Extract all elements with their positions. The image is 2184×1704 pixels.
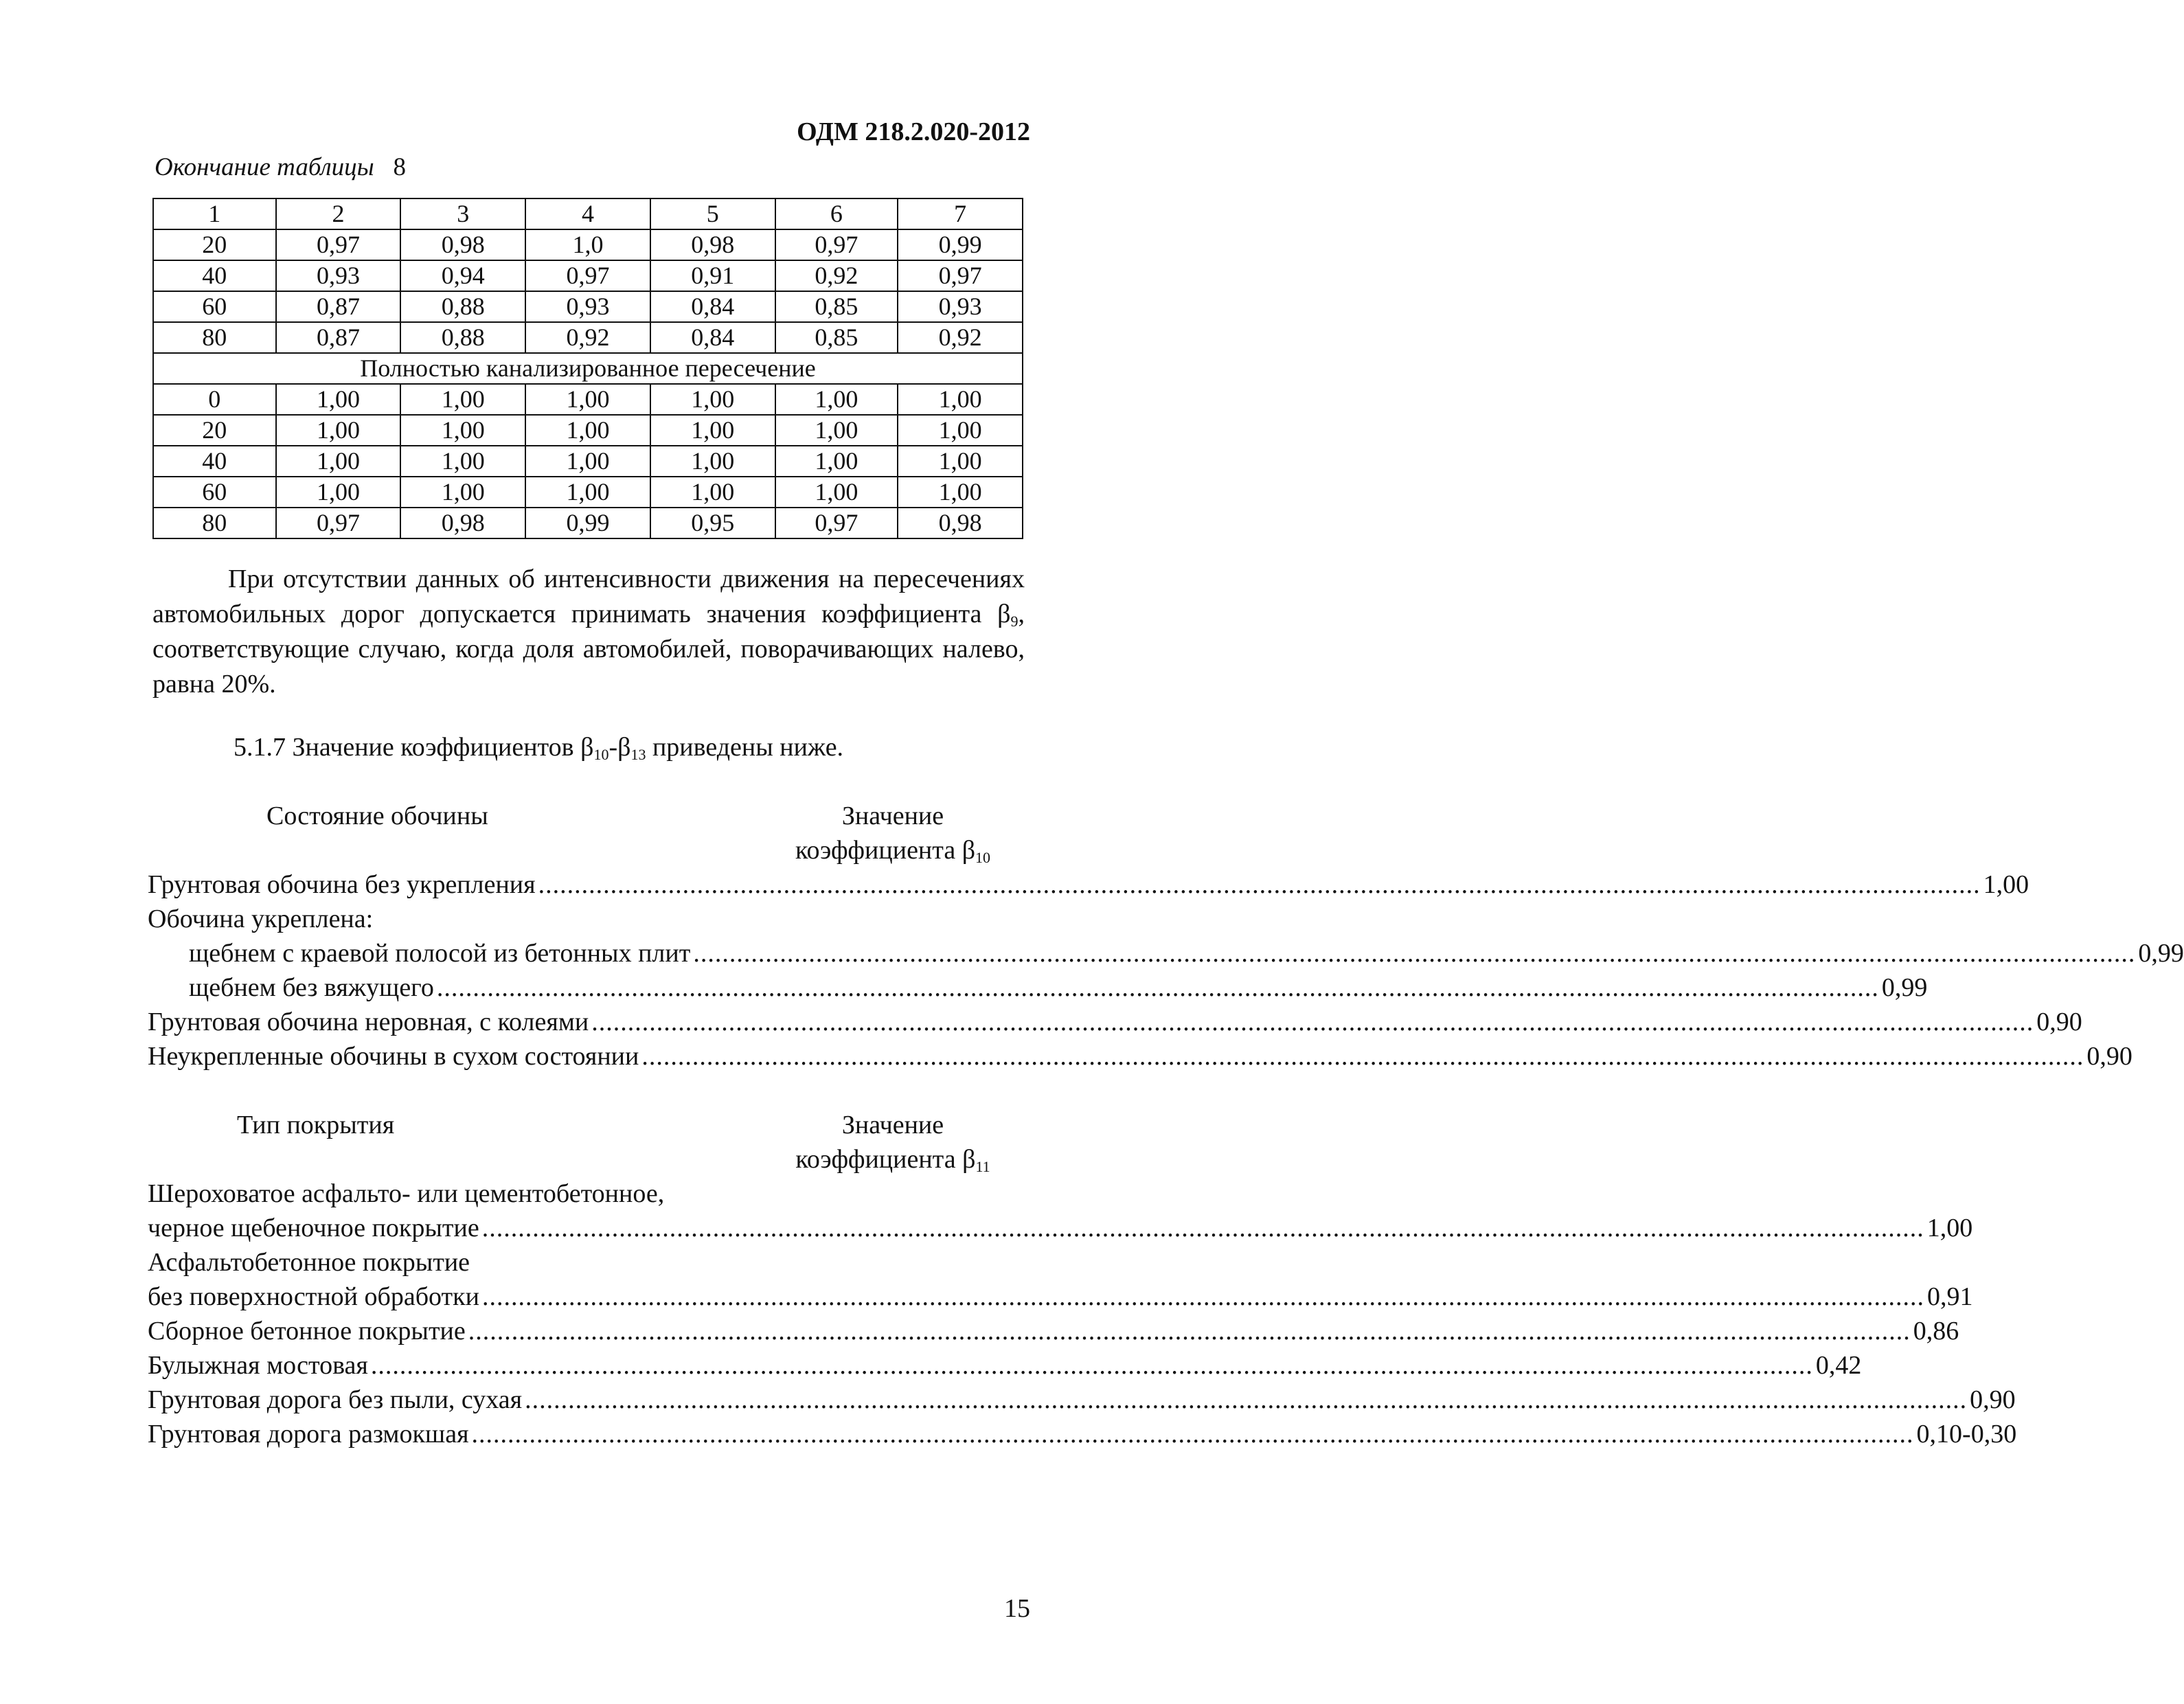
table-cell: 0,98 xyxy=(400,508,525,538)
table-cell: 0,97 xyxy=(276,229,401,260)
table-cell: 80 xyxy=(153,322,276,353)
table-cell: 0,88 xyxy=(400,322,525,353)
paragraph-default-values xyxy=(152,562,1025,702)
section-5-1-7 xyxy=(234,730,1023,764)
table-cell: 5 xyxy=(650,198,775,229)
table-cell: 2 xyxy=(276,198,401,229)
table-cell: 4 xyxy=(525,198,650,229)
table-body xyxy=(153,198,1023,538)
item-value: 0,86 xyxy=(1913,1317,1959,1345)
paragraph-text-2: , соответствующие случаю, когда доля автомобилей, поворачивающих налево, равна 20%. xyxy=(152,600,1025,698)
table-cell: 0,92 xyxy=(775,260,898,291)
dot-leader: ........................................................................................................................................................................................................ xyxy=(436,973,1879,1002)
table-cell: 0,97 xyxy=(898,260,1023,291)
dot-leader: ........................................................................................................................................................................................................ xyxy=(693,939,2136,968)
item-label: щебнем с краевой полосой из бетонных плит xyxy=(189,939,691,968)
item-label: Сборное бетонное покрытие xyxy=(148,1317,466,1345)
list-item xyxy=(148,1280,1973,1314)
table-cell: 0,98 xyxy=(650,229,775,260)
dot-leader: ........................................................................................................................................................................................................ xyxy=(641,1042,2084,1071)
document-code: ОДМ 218.2.020-2012 xyxy=(797,117,1030,146)
table-cell: 1,00 xyxy=(276,446,401,477)
table-cell: 0,88 xyxy=(400,291,525,322)
table-row xyxy=(153,291,1023,322)
table-row xyxy=(153,415,1023,446)
table-cell: 1,00 xyxy=(775,477,898,508)
table-cell: 1,00 xyxy=(276,415,401,446)
table-cell: 1,00 xyxy=(650,415,775,446)
list-item xyxy=(148,1348,1862,1383)
item-label: черное щебеночное покрытие xyxy=(148,1214,479,1242)
table-cell: 1,00 xyxy=(898,477,1023,508)
table-cell: 0,85 xyxy=(775,291,898,322)
dot-leader: ........................................................................................................................................................................................................ xyxy=(468,1317,1911,1345)
item-label: Грунтовая обочина без укрепления xyxy=(148,870,536,899)
table-cell: 0,94 xyxy=(400,260,525,291)
table-cell: 1,00 xyxy=(400,446,525,477)
table-cell: 1,00 xyxy=(775,384,898,415)
shoulder-list xyxy=(148,867,2184,1073)
table-cell: 1,00 xyxy=(525,415,650,446)
table-cell: 0,95 xyxy=(650,508,775,538)
list-item xyxy=(148,1177,972,1211)
surface-value-header-text: коэффициента β xyxy=(795,1145,976,1174)
item-label: щебнем без вяжущего xyxy=(189,973,434,1002)
paragraph-text-1: При отсутствии данных об интенсивности движения на пересечениях автомобильных дорог допускается принимать значения коэффициента β xyxy=(152,565,1025,628)
table-row xyxy=(153,322,1023,353)
list-item xyxy=(148,1005,2082,1039)
table-cell: 0 xyxy=(153,384,276,415)
table-cell: 80 xyxy=(153,508,276,538)
table-cell: 20 xyxy=(153,415,276,446)
table-row xyxy=(153,260,1023,291)
table-cell: 0,98 xyxy=(400,229,525,260)
item-value: 1,00 xyxy=(1983,870,2029,899)
table-cell: 20 xyxy=(153,229,276,260)
list-item xyxy=(148,936,2184,970)
dot-leader: ........................................................................................................................................................................................................ xyxy=(481,1282,1924,1311)
table-cell: 0,87 xyxy=(276,291,401,322)
table-cell: 0,93 xyxy=(276,260,401,291)
list-item xyxy=(148,902,972,936)
table-cell: 6 xyxy=(775,198,898,229)
list-item xyxy=(148,1245,972,1280)
table-cell: 1,00 xyxy=(400,415,525,446)
surface-value-header-line1: Значение xyxy=(841,1111,944,1139)
item-value: 0,99 xyxy=(2138,939,2184,968)
table-cell: 1,00 xyxy=(650,446,775,477)
item-label: Грунтовая дорога размокшая xyxy=(148,1420,469,1449)
table-header-row xyxy=(153,198,1023,229)
item-value: 0,99 xyxy=(1881,973,1928,1002)
table-cell: 1,00 xyxy=(276,384,401,415)
list-item xyxy=(148,1417,2017,1451)
shoulder-value-header-line2 xyxy=(769,833,1016,867)
shoulder-value-header-line1: Значение xyxy=(841,802,944,830)
table-cell: 0,93 xyxy=(898,291,1023,322)
item-value: 0,42 xyxy=(1815,1351,1862,1380)
table-cell: 60 xyxy=(153,291,276,322)
table-cell: 0,97 xyxy=(525,260,650,291)
table-cell: 1,00 xyxy=(650,477,775,508)
coefficient-table xyxy=(152,198,1023,539)
table-cell: 0,84 xyxy=(650,322,775,353)
item-label: Неукрепленные обочины в сухом состоянии xyxy=(148,1042,639,1071)
table-cell: 1,00 xyxy=(650,384,775,415)
item-value: 0,90 xyxy=(2086,1042,2132,1071)
table-row xyxy=(153,229,1023,260)
item-label: Грунтовая обочина неровная, с колеями xyxy=(148,1008,589,1036)
table-row xyxy=(153,508,1023,538)
table-cell: 0,92 xyxy=(525,322,650,353)
dot-leader: ........................................................................................................................................................................................................ xyxy=(471,1420,1914,1449)
table-cell: 3 xyxy=(400,198,525,229)
surface-value-header-line2 xyxy=(769,1142,1016,1177)
item-value: 1,00 xyxy=(1926,1214,1973,1242)
list-item xyxy=(148,970,1928,1005)
section-subscript-2: 13 xyxy=(630,746,646,763)
table-cell: 0,85 xyxy=(775,322,898,353)
table-cell: 0,98 xyxy=(898,508,1023,538)
surface-value-header xyxy=(769,1108,1016,1177)
table-cell: 0,97 xyxy=(775,229,898,260)
table-caption-number: 8 xyxy=(393,153,406,181)
dot-leader: ........................................................................................................................................................................................................ xyxy=(525,1385,1968,1414)
table-caption xyxy=(155,152,406,183)
list-item xyxy=(148,1383,2016,1417)
table-row xyxy=(153,384,1023,415)
list-item xyxy=(148,867,2029,902)
item-label: Булыжная мостовая xyxy=(148,1351,368,1380)
table-cell: 0,97 xyxy=(775,508,898,538)
surface-column-label: Тип покрытия xyxy=(237,1111,395,1139)
table-cell: 1,00 xyxy=(400,477,525,508)
shoulder-value-header-text: коэффициента β xyxy=(795,836,976,865)
table-section-title: Полностью канализированное пересечение xyxy=(153,353,1023,384)
dot-leader: ........................................................................................................................................................................................................ xyxy=(538,870,1981,899)
table-cell: 1,0 xyxy=(525,229,650,260)
table-cell: 0,99 xyxy=(898,229,1023,260)
table-cell: 7 xyxy=(898,198,1023,229)
item-label: Обочина укреплена: xyxy=(148,905,374,933)
shoulder-value-header-sub: 10 xyxy=(975,849,991,866)
dot-leader: ........................................................................................................................................................................................................ xyxy=(591,1008,2034,1036)
table-cell: 1,00 xyxy=(898,384,1023,415)
table-cell: 0,87 xyxy=(276,322,401,353)
table-cell: 60 xyxy=(153,477,276,508)
table-cell: 1,00 xyxy=(525,384,650,415)
table-cell: 0,92 xyxy=(898,322,1023,353)
table-cell: 0,91 xyxy=(650,260,775,291)
item-value: 0,90 xyxy=(1970,1385,2016,1414)
item-label: Шероховатое асфальто- или цементобетонное, xyxy=(148,1179,665,1208)
item-label: Асфальтобетонное покрытие xyxy=(148,1248,470,1277)
list-item xyxy=(148,1039,2132,1073)
list-item xyxy=(148,1211,1973,1245)
table-cell: 40 xyxy=(153,260,276,291)
table-row xyxy=(153,477,1023,508)
table-cell: 1,00 xyxy=(276,477,401,508)
item-label: Грунтовая дорога без пыли, сухая xyxy=(148,1385,523,1414)
table-section-row xyxy=(153,353,1023,384)
table-cell: 1 xyxy=(153,198,276,229)
table-cell: 0,93 xyxy=(525,291,650,322)
section-text-1: 5.1.7 Значение коэффициентов β xyxy=(234,733,594,762)
section-dash: -β xyxy=(608,733,631,762)
item-value: 0,10-0,30 xyxy=(1916,1420,2017,1449)
table-cell: 0,84 xyxy=(650,291,775,322)
page-number: 15 xyxy=(1004,1594,1030,1623)
table-cell: 1,00 xyxy=(775,415,898,446)
shoulder-column-label: Состояние обочины xyxy=(266,802,488,830)
table-cell: 0,99 xyxy=(525,508,650,538)
table-cell: 1,00 xyxy=(775,446,898,477)
item-value: 0,91 xyxy=(1926,1282,1973,1311)
paragraph-subscript: 9 xyxy=(1010,613,1019,630)
table-cell: 40 xyxy=(153,446,276,477)
dot-leader: ........................................................................................................................................................................................................ xyxy=(370,1351,1813,1380)
surface-value-header-sub: 11 xyxy=(975,1158,990,1175)
item-label: без поверхностной обработки xyxy=(148,1282,479,1311)
shoulder-value-header xyxy=(769,799,1016,867)
table-cell: 1,00 xyxy=(525,446,650,477)
surface-list xyxy=(148,1177,2017,1451)
table-cell: 1,00 xyxy=(898,446,1023,477)
table-cell: 1,00 xyxy=(525,477,650,508)
table-cell: 0,97 xyxy=(276,508,401,538)
table-row xyxy=(153,446,1023,477)
table-cell: 1,00 xyxy=(898,415,1023,446)
list-item xyxy=(148,1314,1959,1348)
table-caption-text: Окончание таблицы xyxy=(155,153,374,181)
table-cell: 1,00 xyxy=(400,384,525,415)
section-text-2: приведены ниже. xyxy=(646,733,844,762)
dot-leader: ........................................................................................................................................................................................................ xyxy=(481,1214,1924,1242)
item-value: 0,90 xyxy=(2036,1008,2082,1036)
section-subscript-1: 10 xyxy=(593,746,609,763)
